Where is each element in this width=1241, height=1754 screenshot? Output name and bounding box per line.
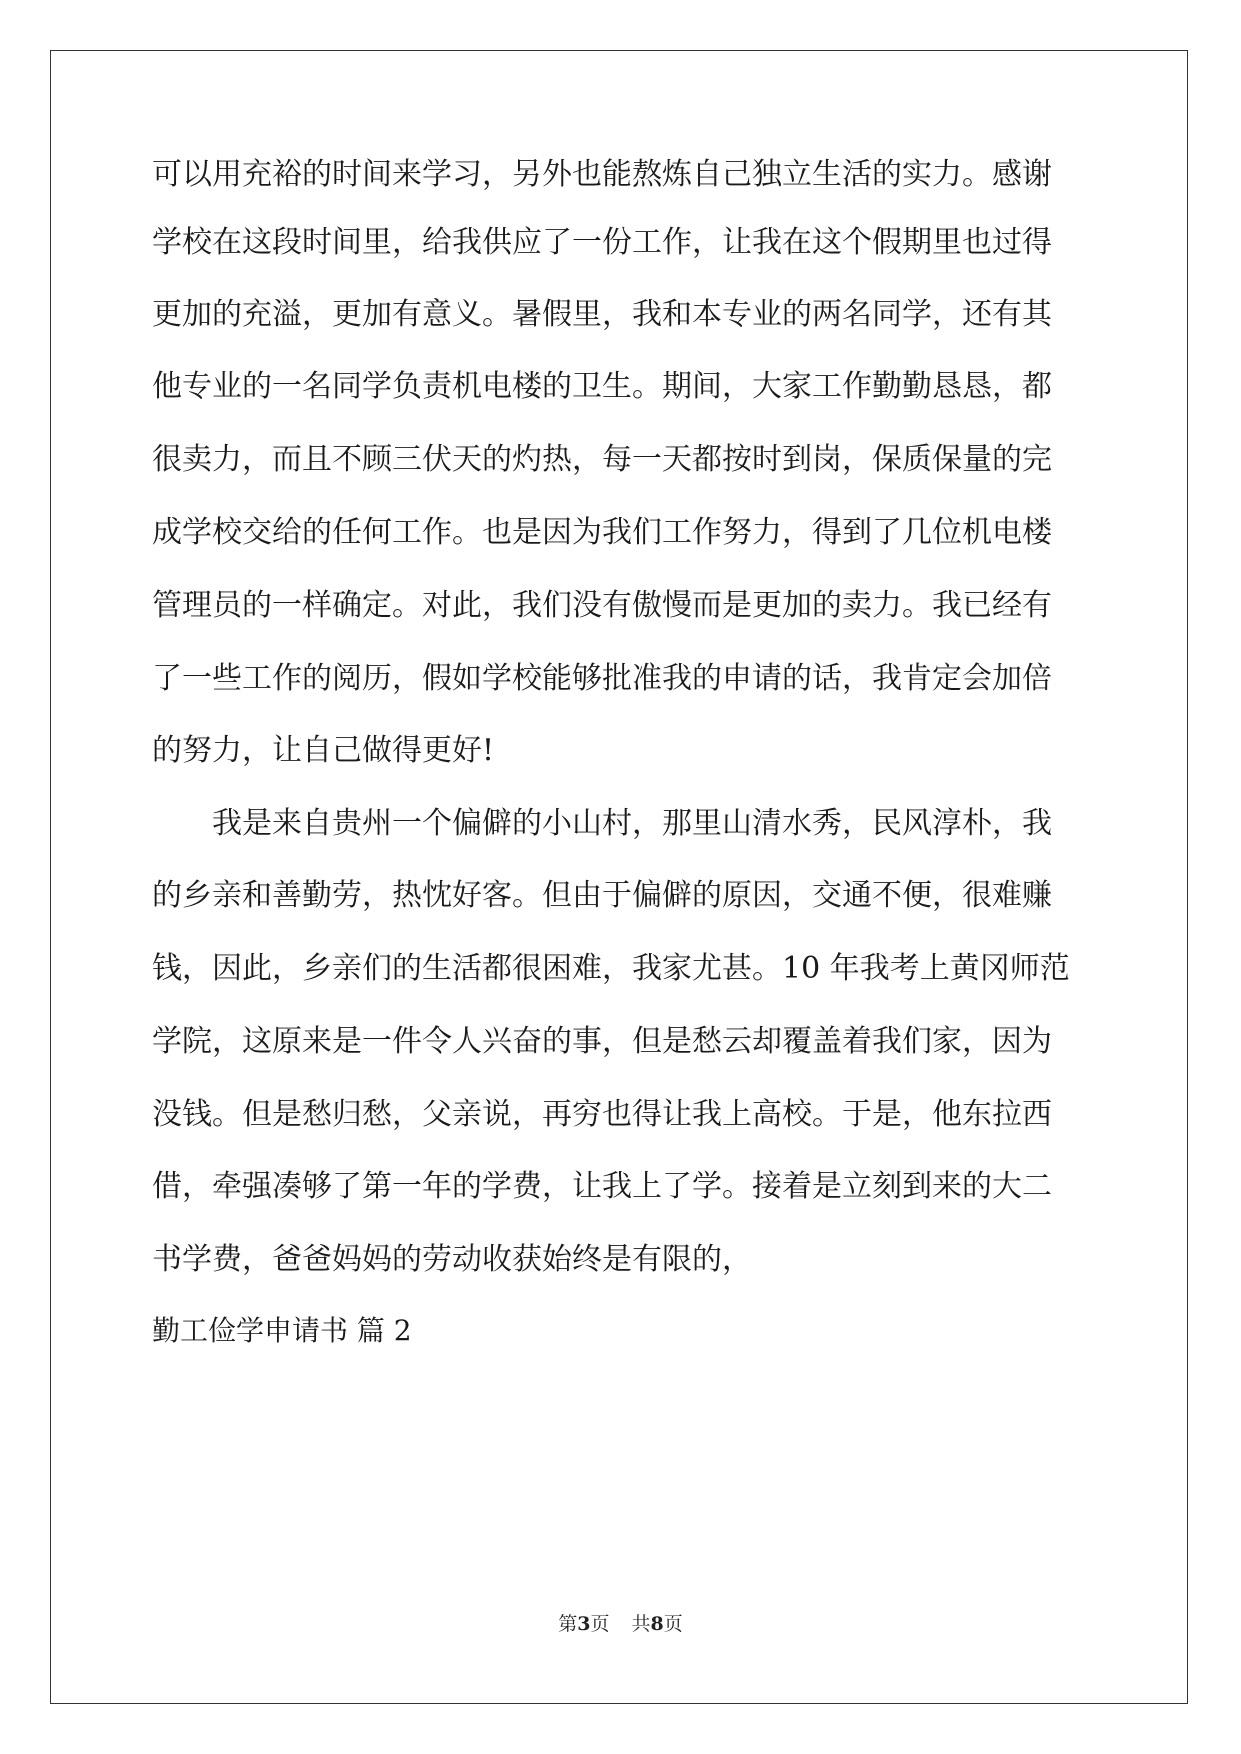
body-line-5: 很卖力，而且不顾三伏天的灼热，每一天都按时到岗，保质保量的完 [152, 442, 1052, 477]
body-line-7: 管理员的一样确定。对此，我们没有傲慢而是更加的卖力。我已经有 [152, 588, 1052, 623]
body-line-2: 学校在这段时间里，给我供应了一份工作，让我在这个假期里也过得 [152, 225, 1052, 260]
body-line-3: 更加的充溢，更加有意义。暑假里，我和本专业的两名同学，还有其 [152, 297, 1052, 332]
paragraph-2-line-5: 没钱。但是愁归愁，父亲说，再穷也得让我上高校。于是，他东拉西 [152, 1097, 1052, 1132]
page-footer [0, 1612, 1241, 1636]
body-line-1: 可以用充裕的时间来学习，另外也能熬炼自己独立生活的实力。感谢 [152, 157, 1052, 192]
body-line-6: 成学校交给的任何工作。也是因为我们工作努力，得到了几位机电楼 [152, 515, 1052, 550]
paragraph-2-line-7: 书学费，爸爸妈妈的劳动收获始终是有限的， [152, 1242, 752, 1277]
footer-page-prefix: 第 [558, 1613, 578, 1635]
paragraph-2-line-6: 借，牵强凑够了第一年的学费，让我上了学。接着是立刻到来的大二 [152, 1169, 1052, 1204]
footer-total-number: 8 [650, 1613, 664, 1635]
body-line-8: 了一些工作的阅历，假如学校能够批准我的申请的话，我肯定会加倍 [152, 661, 1052, 696]
footer-total-suffix: 页 [663, 1613, 683, 1635]
footer-page-number: 3 [577, 1613, 591, 1635]
paragraph-2-line-2: 的乡亲和善勤劳，热忱好客。但由于偏僻的原因，交通不便，很难赚 [152, 878, 1052, 913]
section-heading: 勤工俭学申请书 篇 2 [152, 1314, 412, 1347]
body-line-4: 他专业的一名同学负责机电楼的卫生。期间，大家工作勤勤恳恳，都 [152, 369, 1052, 404]
paragraph-2-line-4: 学院，这原来是一件令人兴奋的事，但是愁云却覆盖着我们家，因为 [152, 1024, 1052, 1059]
paragraph-2-line-3: 钱，因此，乡亲们的生活都很困难，我家尤甚。10 年我考上黄冈师范 [152, 951, 1070, 986]
paragraph-2-line-1: 我是来自贵州一个偏僻的小山村，那里山清水秀，民风淳朴，我 [212, 806, 1052, 841]
body-line-9: 的努力，让自己做得更好! [152, 733, 495, 768]
footer-page-suffix: 页 [590, 1613, 610, 1635]
footer-total-prefix: 共 [631, 1613, 651, 1635]
